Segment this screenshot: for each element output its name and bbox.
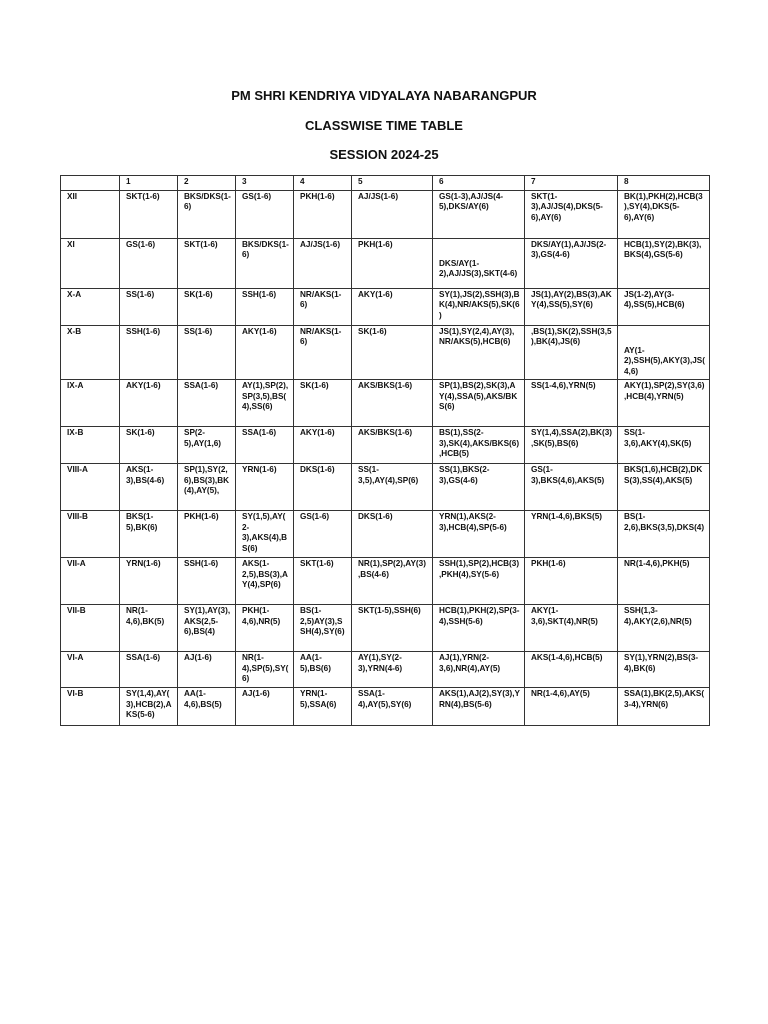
timetable-cell: BKS(1-5),BK(6) [120, 511, 178, 558]
class-label: VII-A [61, 558, 120, 605]
timetable-cell: AJ(1),YRN(2-3,6),NR(4),AY(5) [433, 652, 525, 688]
timetable-cell: SP(2-5),AY(1,6) [178, 427, 236, 464]
timetable-cell: BK(1),PKH(2),HCB(3),SY(4),DKS(5-6),AY(6) [618, 190, 710, 238]
column-header: 8 [618, 176, 710, 191]
table-row [61, 464, 710, 511]
timetable-body [61, 190, 710, 726]
timetable-cell: BKS(1,6),HCB(2),DKS(3),SS(4),AKS(5) [618, 464, 710, 511]
timetable-cell: AY(1),SY(2-3),YRN(4-6) [352, 652, 433, 688]
timetable-cell: YRN(1-6) [236, 464, 294, 511]
timetable-cell: SP(1),BS(2),SK(3),AY(4),SSA(5),AKS/BKS(6) [433, 380, 525, 427]
timetable-cell: AKY(1-3,6),SKT(4),NR(5) [525, 605, 618, 652]
timetable-cell: AJ(1-6) [236, 688, 294, 726]
class-label: X-A [61, 288, 120, 325]
class-label: VII-B [61, 605, 120, 652]
timetable-cell: SS(1-3,6),AKY(4),SK(5) [618, 427, 710, 464]
timetable-cell: NR/AKS(1-6) [294, 288, 352, 325]
timetable-cell: PKH(1-4,6),NR(5) [236, 605, 294, 652]
timetable-cell: BS(1-2,6),BKS(3,5),DKS(4) [618, 511, 710, 558]
timetable-cell: SK(1-6) [178, 288, 236, 325]
timetable-cell: YRN(1-6) [120, 558, 178, 605]
timetable-cell: AY(1-2),SSH(5),AKY(3),JS(4,6) [618, 325, 710, 380]
timetable-cell: DKS(1-6) [352, 511, 433, 558]
timetable-cell: SS(1-3,5),AY(4),SP(6) [352, 464, 433, 511]
timetable-cell: SY(1),JS(2),SSH(3),BK(4),NR/AKS(5),SK(6) [433, 288, 525, 325]
column-header: 2 [178, 176, 236, 191]
timetable-cell: SSA(1-6) [236, 427, 294, 464]
column-header [61, 176, 120, 191]
timetable-cell: AKY(1),SP(2),SY(3,6),HCB(4),YRN(5) [618, 380, 710, 427]
timetable-cell: DKS/AY(1),AJ/JS(2-3),GS(4-6) [525, 238, 618, 288]
timetable-cell: AKY(1-6) [352, 288, 433, 325]
timetable-cell: SSA(1),BK(2,5),AKS(3-4),YRN(6) [618, 688, 710, 726]
timetable-cell: AKS/BKS(1-6) [352, 427, 433, 464]
timetable-cell: YRN(1),AKS(2-3),HCB(4),SP(5-6) [433, 511, 525, 558]
timetable-cell: AJ/JS(1-6) [352, 190, 433, 238]
table-row [61, 558, 710, 605]
class-label: VI-A [61, 652, 120, 688]
table-row [61, 688, 710, 726]
timetable-cell: NR(1-4,6),PKH(5) [618, 558, 710, 605]
timetable-cell: NR/AKS(1-6) [294, 325, 352, 380]
timetable-cell: NR(1-4,6),AY(5) [525, 688, 618, 726]
timetable-cell: YRN(1-4,6),BKS(5) [525, 511, 618, 558]
table-row [61, 427, 710, 464]
timetable-cell: AA(1-5),BS(6) [294, 652, 352, 688]
table-row [61, 652, 710, 688]
timetable-cell: JS(1-2),AY(3-4),SS(5),HCB(6) [618, 288, 710, 325]
column-header: 3 [236, 176, 294, 191]
timetable-cell: AJ/JS(1-6) [294, 238, 352, 288]
column-header: 5 [352, 176, 433, 191]
timetable-cell: SK(1-6) [352, 325, 433, 380]
timetable-cell: AJ(1-6) [178, 652, 236, 688]
document-subtitle: CLASSWISE TIME TABLE [305, 118, 463, 133]
timetable-cell: SY(1),AY(3),AKS(2,5-6),BS(4) [178, 605, 236, 652]
timetable-cell: SK(1-6) [294, 380, 352, 427]
timetable-cell: GS(1-6) [236, 190, 294, 238]
table-row [61, 238, 710, 288]
timetable-cell: AKY(1-6) [120, 380, 178, 427]
column-header: 6 [433, 176, 525, 191]
timetable-cell: SKT(1-6) [178, 238, 236, 288]
timetable-cell: SY(1,4),SSA(2),BK(3),SK(5),BS(6) [525, 427, 618, 464]
timetable-cell: SKT(1-6) [120, 190, 178, 238]
timetable-cell: BKS/DKS(1-6) [178, 190, 236, 238]
school-name: PM SHRI KENDRIYA VIDYALAYA NABARANGPUR [231, 88, 537, 103]
timetable-cell: NR(1-4,6),BK(5) [120, 605, 178, 652]
timetable-cell: DKS(1-6) [294, 464, 352, 511]
table-row [61, 288, 710, 325]
timetable-cell: SSH(1-6) [236, 288, 294, 325]
timetable-cell: YRN(1-5),SSA(6) [294, 688, 352, 726]
timetable-cell: SP(1),SY(2,6),BS(3),BK(4),AY(5), [178, 464, 236, 511]
timetable-cell: SKT(1-3),AJ/JS(4),DKS(5-6),AY(6) [525, 190, 618, 238]
timetable-cell: GS(1-3),AJ/JS(4-5),DKS/AY(6) [433, 190, 525, 238]
timetable-cell: SS(1-6) [120, 288, 178, 325]
session-label: SESSION 2024-25 [329, 147, 439, 162]
timetable-cell: AKS/BKS(1-6) [352, 380, 433, 427]
timetable-cell: AKS(1-2,5),BS(3),AY(4),SP(6) [236, 558, 294, 605]
column-header: 4 [294, 176, 352, 191]
timetable-cell: JS(1),SY(2,4),AY(3),NR/AKS(5),HCB(6) [433, 325, 525, 380]
timetable-cell: SS(1-6) [178, 325, 236, 380]
table-row [61, 605, 710, 652]
timetable-cell: BS(1),SS(2-3),SK(4),AKS/BKS(6),HCB(5) [433, 427, 525, 464]
timetable-cell: BKS/DKS(1-6) [236, 238, 294, 288]
timetable-cell: AKS(1),AJ(2),SY(3),YRN(4),BS(5-6) [433, 688, 525, 726]
timetable-cell: NR(1-4),SP(5),SY(6) [236, 652, 294, 688]
class-label: XI [61, 238, 120, 288]
timetable-cell: AKY(1-6) [294, 427, 352, 464]
timetable-cell: GS(1-6) [120, 238, 178, 288]
timetable-cell: PKH(1-6) [294, 190, 352, 238]
class-label: IX-A [61, 380, 120, 427]
header-row [61, 176, 710, 191]
table-row [61, 511, 710, 558]
class-label: VI-B [61, 688, 120, 726]
timetable-cell: SSA(1-4),AY(5),SY(6) [352, 688, 433, 726]
timetable-cell: BS(1-2,5)AY(3),SSH(4),SY(6) [294, 605, 352, 652]
timetable-cell: SS(1),BKS(2-3),GS(4-6) [433, 464, 525, 511]
timetable-cell: AY(1),SP(2),SP(3,5),BS(4),SS(6) [236, 380, 294, 427]
class-label: XII [61, 190, 120, 238]
class-label: VIII-A [61, 464, 120, 511]
timetable-cell: AKY(1-6) [236, 325, 294, 380]
timetable-cell: SKT(1-6) [294, 558, 352, 605]
timetable-cell: SY(1,4),AY(3),HCB(2),AKS(5-6) [120, 688, 178, 726]
timetable-cell: GS(1-6) [294, 511, 352, 558]
timetable-cell: SSA(1-6) [120, 652, 178, 688]
timetable-cell: SS(1-4,6),YRN(5) [525, 380, 618, 427]
timetable-cell: HCB(1),SY(2),BK(3),BKS(4),GS(5-6) [618, 238, 710, 288]
timetable-cell: GS(1-3),BKS(4,6),AKS(5) [525, 464, 618, 511]
timetable-cell: HCB(1),PKH(2),SP(3-4),SSH(5-6) [433, 605, 525, 652]
class-label: IX-B [61, 427, 120, 464]
timetable-cell: AA(1-4,6),BS(5) [178, 688, 236, 726]
timetable-cell: SSH(1-6) [178, 558, 236, 605]
timetable-cell: PKH(1-6) [525, 558, 618, 605]
timetable-cell: PKH(1-6) [352, 238, 433, 288]
table-row [61, 325, 710, 380]
timetable-cell: SSH(1),SP(2),HCB(3),PKH(4),SY(5-6) [433, 558, 525, 605]
timetable-cell: SKT(1-5),SSH(6) [352, 605, 433, 652]
timetable-cell: AKS(1-4,6),HCB(5) [525, 652, 618, 688]
timetable [60, 175, 710, 726]
table-row [61, 190, 710, 238]
column-header: 7 [525, 176, 618, 191]
timetable-cell: SSA(1-6) [178, 380, 236, 427]
timetable-cell: PKH(1-6) [178, 511, 236, 558]
timetable-cell: SSH(1-6) [120, 325, 178, 380]
class-label: VIII-B [61, 511, 120, 558]
table-row [61, 380, 710, 427]
timetable-cell: JS(1),AY(2),BS(3),AKY(4),SS(5),SY(6) [525, 288, 618, 325]
timetable-cell: AKS(1-3),BS(4-6) [120, 464, 178, 511]
timetable-cell: SY(1),YRN(2),BS(3-4),BK(6) [618, 652, 710, 688]
timetable-cell: SK(1-6) [120, 427, 178, 464]
timetable-cell: DKS/AY(1-2),AJ/JS(3),SKT(4-6) [433, 238, 525, 288]
timetable-cell: ,BS(1),SK(2),SSH(3,5),BK(4),JS(6) [525, 325, 618, 380]
timetable-cell: SY(1,5),AY(2-3),AKS(4),BS(6) [236, 511, 294, 558]
class-label: X-B [61, 325, 120, 380]
column-header: 1 [120, 176, 178, 191]
timetable-cell: SSH(1,3-4),AKY(2,6),NR(5) [618, 605, 710, 652]
timetable-cell: NR(1),SP(2),AY(3),BS(4-6) [352, 558, 433, 605]
